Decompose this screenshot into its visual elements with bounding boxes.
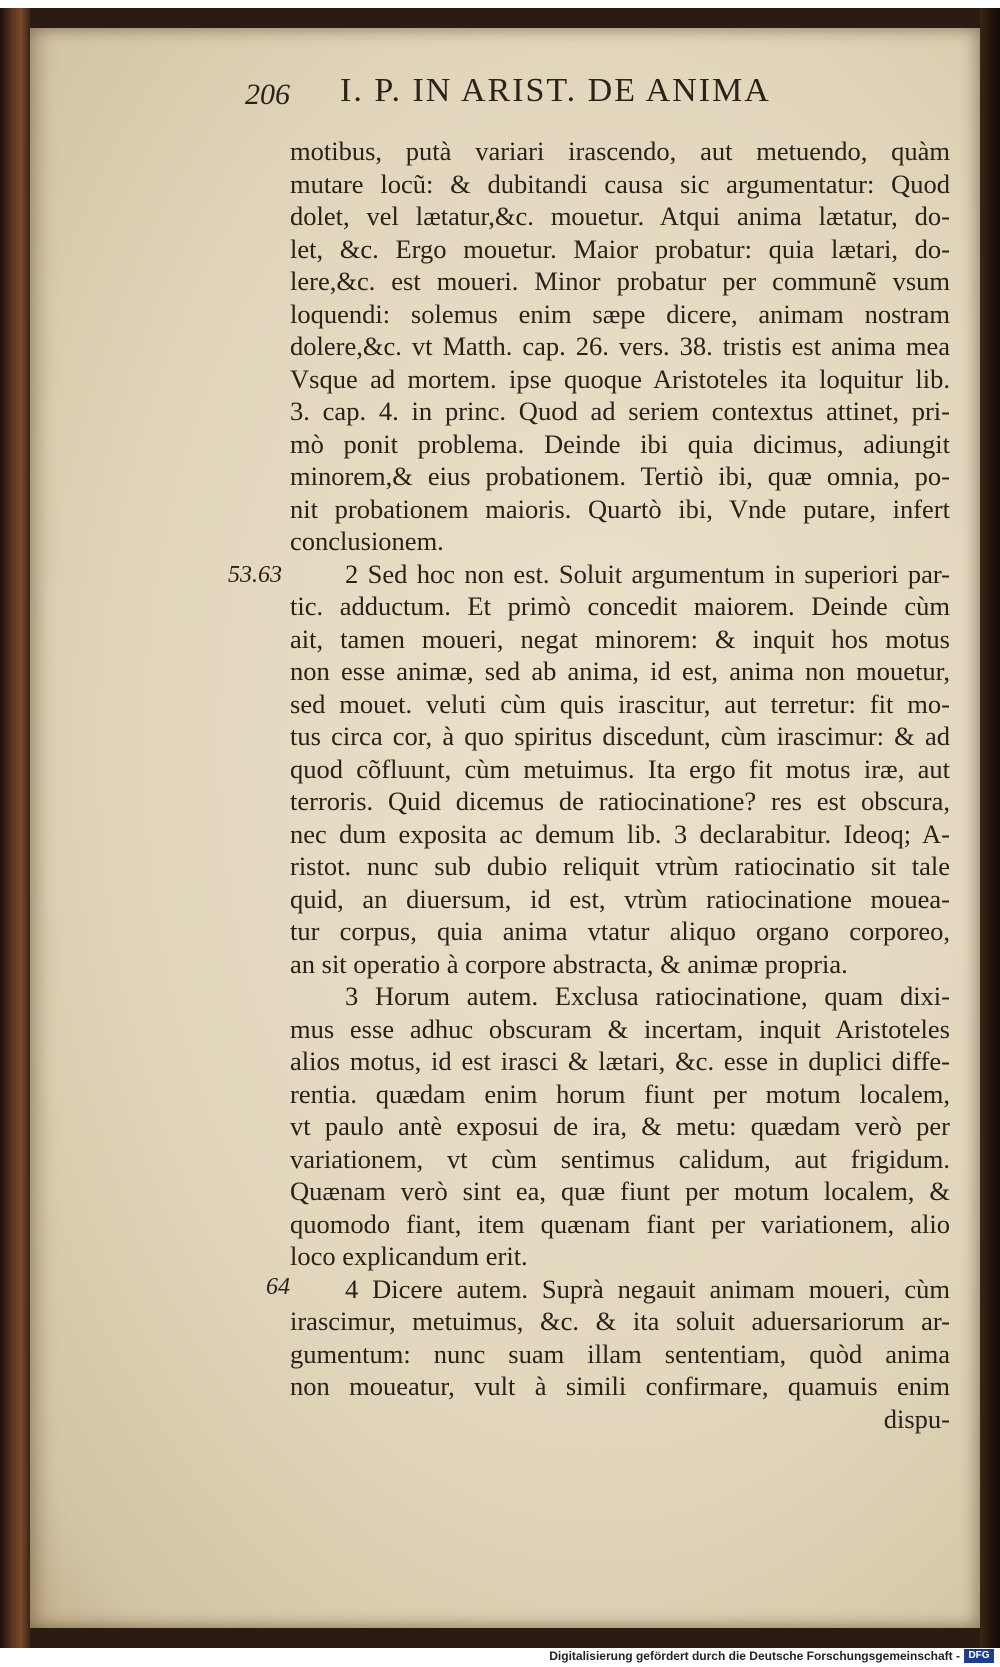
text-line: nec dum exposita ac demum lib. 3 declarabitur. Ideoq; A-	[290, 818, 950, 849]
text-line: rentia. quædam enim horum fiunt per motum localem,	[290, 1078, 950, 1109]
text-line: mus esse adhuc obscuram & incertam, inquit Aristoteles	[290, 1013, 950, 1044]
dfg-logo-icon: DFG	[964, 1649, 994, 1663]
text-line: terroris. Quid dicemus de ratiocinatione? res est obscura,	[290, 786, 950, 816]
running-head	[245, 72, 935, 122]
text-line: quod cõfluunt, cùm metuimus. Ita ergo fit motus iræ, aut	[290, 753, 950, 784]
text-line: quid, an diuersum, id est, vtrùm ratiocinatione moueа-	[290, 883, 950, 914]
text-line: tic. adductum. Et primò concedit maiorem. Deinde cùm	[290, 591, 950, 621]
text-line: alios motus, id est irasci & lætari, &c. esse in duplici diffe-	[290, 1046, 950, 1076]
running-title: I. P. IN ARIST. DE ANIMA	[340, 72, 771, 109]
text-line: non moueatur, vult à simili confirmare, quamuis enim	[290, 1371, 950, 1401]
text-line: loquendi: solemus enim sæpe dicere, animam nostram	[290, 298, 950, 329]
text-line: ristot. nunc sub dubio reliquit vtrùm ratiocinatio sit tale	[290, 851, 950, 881]
text-line: let, &c. Ergo mouetur. Maior probatur: quia lætari, do-	[290, 233, 950, 264]
page-edge-left	[0, 8, 30, 1648]
text-line: mutare locũ: & dubitandi causa sic argumentatur: Quod	[290, 168, 950, 199]
text-line: mò ponit problema. Deinde ibi quia dicimus, adiungit	[290, 428, 950, 459]
text-line: ait, tamen moueri, negat minorem: & inquit hos motus	[290, 623, 950, 654]
text-line: 3 Horum autem. Exclusa ratiocinatione, quam dixi-	[345, 981, 950, 1011]
page-number: 206	[245, 78, 290, 111]
text-line: 2 Sed hoc non est. Soluit argumentum in superiori par-	[345, 558, 950, 589]
text-line: 3. cap. 4. in princ. Quod ad seriem contextus attinet, pri-	[290, 396, 950, 426]
text-line: Vsque ad mortem. ipse quoque Aristoteles ita loquitur lib.	[290, 363, 950, 394]
text-line: tur corpus, quia anima vtatur aliquo organo corporeo,	[290, 916, 950, 946]
body-text	[290, 135, 950, 1435]
text-line: sed mouet. veluti cùm quis irascitur, aut terretur: fit mo-	[290, 688, 950, 719]
text-line: nit probationem maioris. Quartò ibi, Vnde putare, infert	[290, 493, 950, 524]
text-line: loco explicandum erit.	[290, 1241, 528, 1271]
catchword: dispu-	[883, 1403, 950, 1434]
text-line: variationem, vt cùm sentimus calidum, aut frigidum.	[290, 1143, 950, 1174]
text-line: Quænam verò sint ea, quæ fiunt per motum localem, &	[290, 1176, 950, 1206]
margin-note: 53.63	[228, 562, 282, 588]
text-line: vt paulo antè exposui de ira, & metu: quædam verò per	[290, 1111, 950, 1141]
text-line: minorem,& eius probationem. Tertiò ibi, quæ omnia, po-	[290, 461, 950, 491]
text-line: motibus, putà variari irascendo, aut metuendo, quàm	[290, 136, 950, 166]
text-line: quomodo fiant, item quænam fiant per variationem, alio	[290, 1208, 950, 1239]
page-edge-right	[980, 8, 1000, 1648]
text-line: lere,&c. est moueri. Minor probatur per communẽ vsum	[290, 266, 950, 296]
margin-note: 64	[266, 1274, 290, 1300]
text-line: dolere,&c. vt Matth. cap. 26. vers. 38. tristis est anima mea	[290, 331, 950, 361]
digitization-footer	[0, 1648, 1000, 1667]
funding-credit: Digitalisierung gefördert durch die Deutsche Forschungsgemeinschaft -	[549, 1649, 960, 1663]
text-line: an sit operatio à corpore abstracta, & animæ propria.	[290, 948, 848, 979]
text-line: gumentum: nunc suam illam sententiam, quòd anima	[290, 1338, 950, 1369]
text-line: tus circa cor, à quo spiritus discedunt, cùm irascimur: & ad	[290, 721, 950, 751]
text-line: 4 Dicere autem. Suprà negauit animam moueri, cùm	[345, 1273, 950, 1304]
text-line: irascimur, metuimus, &c. & ita soluit aduersariorum ar-	[290, 1306, 950, 1336]
text-line: non esse animæ, sed ab anima, id est, anima non mouetur,	[290, 656, 950, 686]
text-line: conclusionem.	[290, 526, 444, 556]
text-line: dolet, vel lætatur,&c. mouetur. Atqui anima lætatur, do-	[290, 201, 950, 231]
